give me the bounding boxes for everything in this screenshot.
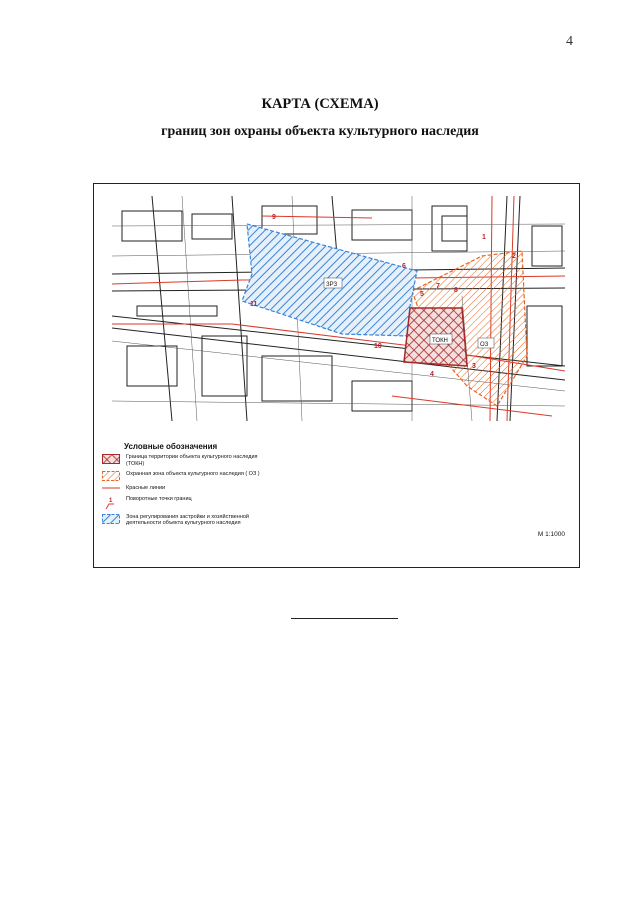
turning-point-icon-label: 1 bbox=[109, 497, 113, 504]
point-10: 10 bbox=[374, 343, 382, 350]
red-line-icon bbox=[102, 485, 120, 491]
point-6: 6 bbox=[402, 263, 406, 270]
crosshatch-swatch-icon bbox=[102, 454, 120, 464]
point-9: 9 bbox=[272, 214, 276, 221]
orange-hatch-swatch-icon bbox=[102, 471, 120, 481]
point-1: 1 bbox=[482, 234, 486, 241]
page-number: 4 bbox=[566, 34, 573, 49]
tokn-label: ТОКН bbox=[432, 338, 448, 344]
legend-label-tokn: Граница территории объекта культурного наследия (ТОКН) bbox=[126, 454, 258, 467]
legend-item-tokn bbox=[102, 454, 562, 467]
point-11: 11 bbox=[250, 301, 258, 308]
legend-item-zrz bbox=[102, 514, 562, 527]
legend-label-zrz: Зона регулирования застройки и хозяйственной деятельности объекта культурного наследия bbox=[126, 513, 249, 526]
legend-item-red-lines bbox=[102, 485, 562, 492]
point-4: 4 bbox=[430, 371, 434, 378]
bottom-divider bbox=[291, 618, 398, 619]
legend-label-oz: Охранная зона объекта культурного наследия ( ОЗ ) bbox=[126, 471, 260, 477]
legend-item-oz bbox=[102, 471, 562, 481]
oz-label: ОЗ bbox=[480, 342, 489, 348]
legend-item-points bbox=[102, 496, 562, 510]
legend-label-points: Поворотные точки границ bbox=[126, 495, 192, 502]
zone-map bbox=[112, 196, 565, 421]
point-5: 5 bbox=[420, 291, 424, 298]
map-scale: М 1:1000 bbox=[537, 531, 565, 538]
turning-point-icon bbox=[102, 496, 120, 510]
zrz-label: ЗРЗ bbox=[326, 282, 338, 288]
point-3: 3 bbox=[472, 363, 476, 370]
point-2: 2 bbox=[512, 253, 516, 260]
map-legend bbox=[102, 442, 562, 531]
document-subtitle: границ зон охраны объекта культурного наследия bbox=[161, 124, 479, 139]
blue-hatch-swatch-icon bbox=[102, 514, 120, 524]
document-title: КАРТА (СХЕМА) bbox=[261, 96, 379, 112]
legend-title: Условные обозначения bbox=[124, 442, 218, 451]
point-7: 7 bbox=[436, 283, 440, 290]
point-8: 8 bbox=[454, 287, 458, 294]
map-frame bbox=[93, 183, 580, 568]
legend-label-red-lines: Красные линии bbox=[126, 485, 166, 491]
